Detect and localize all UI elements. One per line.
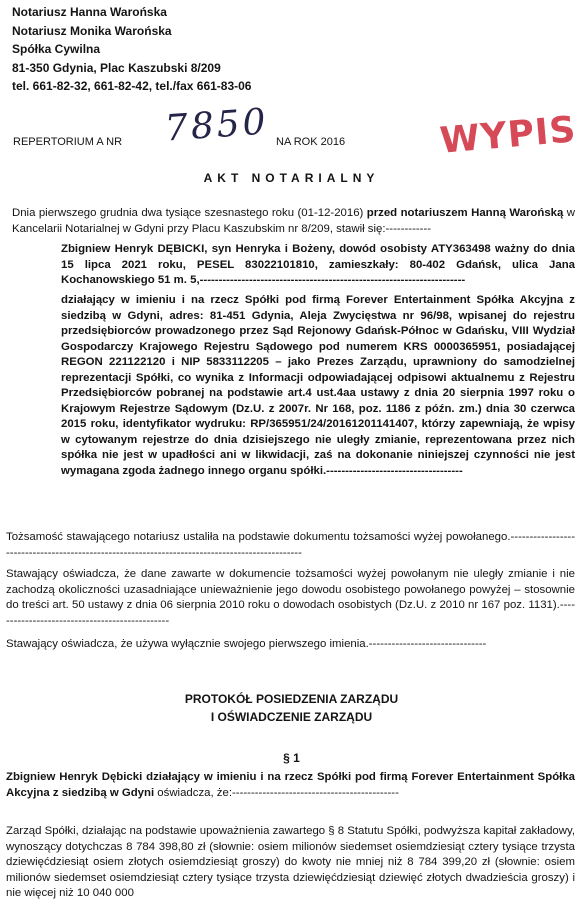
header-line-address: 81-350 Gdynia, Plac Kaszubski 8/209 (12, 60, 221, 75)
intro-notary: przed notariuszem Hanną Warońską (366, 207, 564, 219)
board-statement-tail: oświadcza, że:-------------------------------------------- (154, 786, 399, 799)
repertorium-year: NA ROK 2016 (276, 136, 346, 148)
protocol-title-line-2: I OŚWIADCZENIE ZARZĄDU (210, 710, 373, 724)
appearing-person: Zbigniew Henryk DĘBICKI, syn Henryka i Bożeny, dowód osobisty ATY363498 ważny do dnia 15 lipca 2021 roku, PESEL 83022101810, zamieszkały: 80-402 Gdańsk, ulica Jana Kochanowskiego 51 m. 5,---------------------------------------------------------------------- (61, 243, 575, 286)
identity-paragraph: Tożsamość stawającego notariusz ustaliła na podstawie dokumentu tożsamości wyżej powołanego.----------------------------------------------------------------------------------------------- (6, 531, 575, 559)
repertorium-handwritten-number: 7850 (163, 101, 270, 150)
protocol-title-line-1: PROTOKÓŁ POSIEDZENIA ZARZĄDU (184, 692, 399, 706)
header-line-phone: tel. 661-82-32, 661-82-42, tel./fax 661-83-06 (12, 79, 252, 94)
wypis-stamp: WYPIS (438, 109, 578, 162)
intro-paragraph (12, 206, 575, 237)
board-statement-subject: Zbigniew Henryk Dębicki działający w imieniu i na rzecz Spółki pod firmą Forever Entertainment Spółka Akcyjna z siedzibą w Gdyni (6, 771, 575, 799)
representation-clause: działający w imieniu i na rzecz Spółki pod firmą Forever Entertainment Spółka Akcyjna z siedzibą w Gdyni, adres: 81-451 Gdynia, Aleja Zwycięstwa nr 96/98, wpisanej do rejestru przedsiębiorców prowadzonego przez Sąd Rejonowy Gdańsk-Północ w Gdańsku, VIII Wydział Gospodarczy Krajowego Rejestru Sądowego pod numerem KRS 0000365951, posiadającej REGON 221122120 i NIP 5833112205 – jako Prezes Zarządu, uprawniony do samodzielnej reprezentacji Spółki, co wynika z Informacji odpowiadającej odpisowi aktualnemu z Rejestru Przedsiębiorców pobranej na podstawie art.4 ust.4aa ustawy z dnia 20 sierpnia 1997 roku o Krajowym Rejestrze Sądowym (Dz.U. z 2007r. Nr 168, poz. 1186 z późn. zm.) dnia 30 czerwca 2015 roku, identyfikator wydruku: RP/365951/24/20161201141407, którzy zapewniają, że wpisy w cytowanym rejestrze do dnia dzisiejszego nie uległy zmianie, reprezentowana przez nich spółka nie jest w upadłości ani w likwidacji, zaś na dokonanie niniejszej czynności nie jest wymagana zgoda żadnego innego organu spółki.------------------------------------ (61, 294, 575, 477)
header-line-notary-2: Notariusz Monika Warońska (12, 23, 172, 38)
act-title: AKT NOTARIALNY (203, 171, 380, 185)
notary-office-header (12, 3, 251, 96)
intro-date: Dnia pierwszego grudnia dwa tysiące szesnastego roku (01-12-2016) (12, 207, 367, 219)
capital-increase-paragraph: Zarząd Spółki, działając na podstawie upoważnienia zawartego § 8 Statutu Spółki, podwyższa kapitał zakładowy, wynoszący dotychczas 8 784 398,80 zł (słownie: osiem milionów siedemset osiemdziesiąt cztery tysiące trzysta dziewięćdziesiąt osiem złotych osiemdziesiąt groszy) do kwoty nie mniej niż 8 784 399,20 zł (słownie: osiem milionów siedemset osiemdziesiąt cztery tysiące trzysta dziewięćdziesiąt dziewięć złotych dwadzieścia groszy) i nie więcej niż 10 040 000 (6, 825, 576, 899)
header-line-notary-1: Notariusz Hanna Warońska (12, 5, 167, 19)
first-name-declaration: Stawający oświadcza, że używa wyłącznie swojego pierwszego imienia.------------------------------- (6, 638, 487, 650)
repertorium-label: REPERTORIUM A NR (13, 136, 123, 148)
id-document-declaration: Stawający oświadcza, że dane zawarte w dokumencie tożsamości wyżej powołanym nie uległy zmianie i nie zachodzą okoliczności uzasadniające unieważnienie jego dowodu osobistego powołanego powyżej – stosownie do treści art. 50 ustawy z dnia 06 sierpnia 2010 roku o dowodach osobistych (Dz.U. z 2010 nr 167 poz. 1131).----------------------------------------------- (6, 568, 575, 627)
section-number: § 1 (283, 751, 300, 765)
intro-place: w Kancelarii Notarialnej w Gdyni przy Placu Kaszubskim nr 8/209, stawił się:------------ (12, 207, 575, 235)
header-line-company-form: Spółka Cywilna (12, 42, 101, 57)
protocol-title (0, 690, 583, 726)
board-statement (6, 770, 575, 801)
